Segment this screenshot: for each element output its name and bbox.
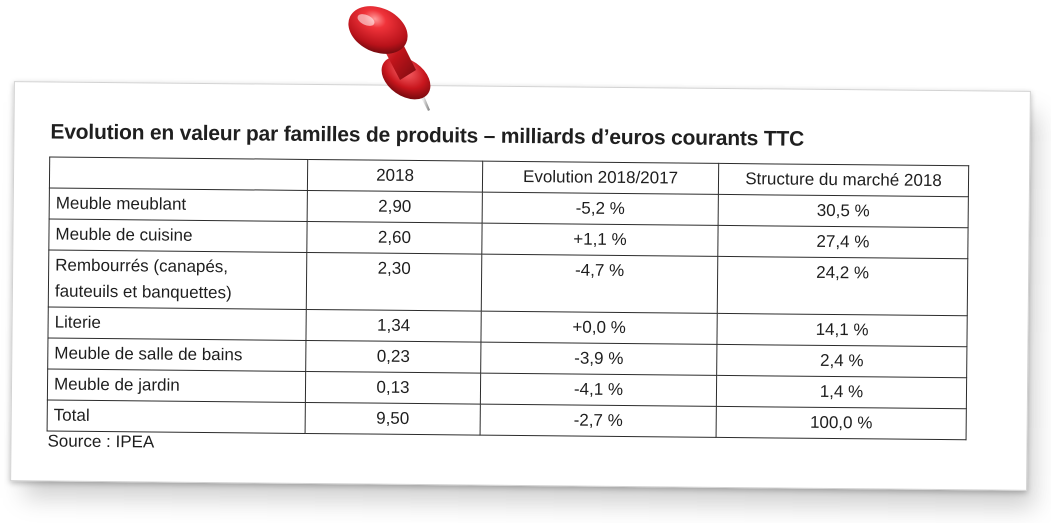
cell-2018: 2,30 xyxy=(306,252,482,311)
cell-evolution: -5,2 % xyxy=(482,192,718,225)
row-label: Literie xyxy=(48,307,306,340)
row-label: Meuble meublant xyxy=(49,188,307,221)
cell-2018: 2,60 xyxy=(307,221,482,254)
row-label-line2: fauteuils et banquettes) xyxy=(54,281,232,303)
cell-evolution: -4,1 % xyxy=(480,373,716,406)
note-card xyxy=(10,81,1031,491)
data-table xyxy=(47,156,970,440)
cell-2018: 9,50 xyxy=(305,402,480,435)
cell-evolution: -3,9 % xyxy=(481,342,717,375)
row-label: Meuble de cuisine xyxy=(49,219,307,252)
cell-structure: 2,4 % xyxy=(717,344,967,377)
header-evolution: Evolution 2018/2017 xyxy=(482,161,718,194)
source-note: Source : IPEA xyxy=(47,431,155,452)
push-pin-icon xyxy=(340,0,450,120)
cell-2018: 0,23 xyxy=(306,340,481,373)
cell-2018: 2,90 xyxy=(307,190,482,223)
table-title: Evolution en valeur par familles de produits – milliards d’euros courants TTC xyxy=(50,120,805,151)
cell-structure: 27,4 % xyxy=(718,225,968,258)
cell-evolution: -4,7 % xyxy=(481,254,718,313)
cell-structure: 100,0 % xyxy=(716,406,966,439)
cell-evolution: +1,1 % xyxy=(482,223,718,256)
cell-evolution: -2,7 % xyxy=(480,404,716,437)
cell-evolution: +0,0 % xyxy=(481,311,717,344)
header-2018: 2018 xyxy=(307,159,482,192)
row-label: Meuble de salle de bains xyxy=(48,338,306,371)
header-structure: Structure du marché 2018 xyxy=(718,163,968,196)
cell-structure: 1,4 % xyxy=(716,375,966,408)
table-row xyxy=(48,250,968,316)
cell-2018: 1,34 xyxy=(306,309,481,342)
row-label-multiline xyxy=(48,250,307,309)
cell-structure: 14,1 % xyxy=(717,313,967,346)
cell-structure: 24,2 % xyxy=(717,256,968,315)
row-label-line1: Rembourrés (canapés, xyxy=(55,255,229,277)
cell-2018: 0,13 xyxy=(305,371,480,404)
row-label: Total xyxy=(47,400,305,433)
row-label: Meuble de jardin xyxy=(47,369,305,402)
header-empty xyxy=(49,157,307,190)
cell-structure: 30,5 % xyxy=(718,194,968,227)
